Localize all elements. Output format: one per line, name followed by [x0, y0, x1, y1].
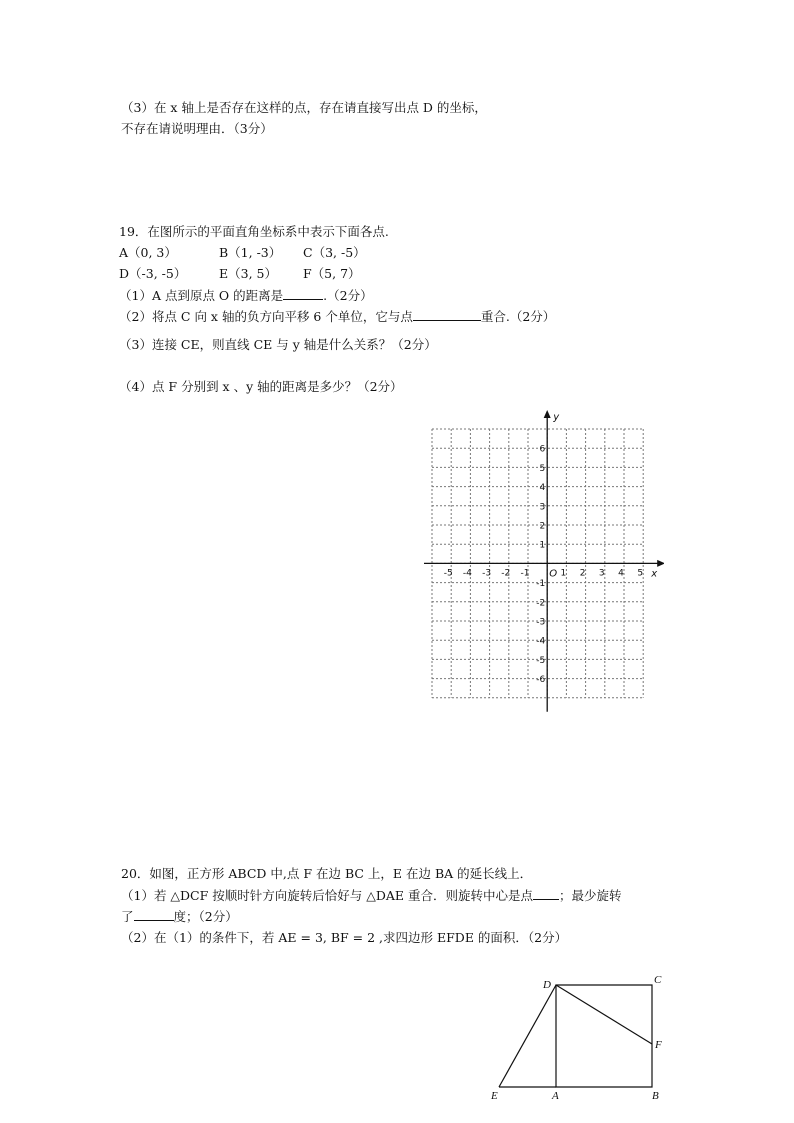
q19-points-row2 [119, 266, 361, 282]
point-f: F（5, 7） [303, 266, 361, 281]
x-tick-label: -4 [462, 568, 472, 579]
point-b: B（1, -3） [219, 245, 282, 260]
y-tick-label: -5 [536, 655, 546, 666]
answer-blank[interactable] [413, 308, 481, 321]
label-f: F [655, 1039, 662, 1051]
label-e: E [491, 1090, 498, 1102]
y-tick-label: -3 [536, 617, 546, 628]
label-d: D [543, 979, 551, 991]
y-tick-label: -1 [536, 579, 546, 590]
x-tick-label: -5 [443, 568, 453, 579]
y-tick-label: -6 [536, 675, 546, 686]
q19-part1-text: （1）A 点到原点 O 的距离是 [119, 288, 284, 303]
q19-part1-score: .（2分） [323, 288, 373, 303]
q19-part2-text: （2）将点 C 向 x 轴的负方向平移 6 个单位，它与点 [119, 309, 413, 324]
answer-blank[interactable] [134, 908, 174, 921]
x-tick-label: 5 [637, 568, 644, 579]
y-tick-label: 2 [539, 521, 546, 532]
y-tick-label: 6 [539, 444, 546, 455]
x-tick-label: 3 [598, 568, 605, 579]
q20-title: 20．如图，正方形 ABCD 中,点 F 在边 BC 上，E 在边 BA 的延长线上． [121, 866, 533, 881]
point-d: D（-3, -5） [119, 266, 187, 281]
point-c: C（3, -5） [303, 245, 366, 260]
q18-part3-line1: （3）在 x 轴上是否存在这样的点，存在请直接写出点 D 的坐标， [121, 100, 487, 115]
q19-part2 [119, 308, 555, 325]
y-axis-label: y [553, 412, 560, 423]
x-tick-label: 1 [560, 568, 567, 579]
y-tick-label: 4 [539, 483, 546, 494]
y-tick-label: 5 [539, 463, 546, 474]
label-b: B [652, 1090, 659, 1102]
answer-blank[interactable] [283, 287, 323, 300]
answer-blank[interactable] [533, 887, 559, 900]
point-a: A（0, 3） [119, 245, 177, 260]
coordinate-grid [420, 408, 664, 714]
q19-part2-score: 重合.（2分） [480, 309, 556, 324]
x-tick-label: -1 [520, 568, 530, 579]
x-axis-label: x [651, 568, 658, 580]
q20-part1-text-c: 了 [121, 909, 134, 924]
square-abcd [556, 985, 652, 1087]
q20-part1-text-b: ；最少旋转 [559, 888, 622, 903]
x-tick-label: -3 [482, 568, 492, 579]
label-a: A [552, 1090, 559, 1102]
x-axis-arrow [657, 560, 664, 567]
q19-points-row1 [119, 245, 366, 261]
q19-part3: （3）连接 CE，则直线 CE 与 y 轴是什么关系？（2分） [119, 337, 437, 352]
x-tick-label: 2 [579, 568, 586, 579]
y-tick-label: 1 [539, 540, 546, 551]
q20-part1-text: （1）若 △DCF 按顺时针方向旋转后恰好与 △DAE 重合．则旋转中心是点 [121, 888, 534, 903]
y-tick-label: -2 [536, 598, 546, 609]
y-axis-arrow [544, 410, 551, 418]
y-tick-label: -4 [536, 636, 546, 647]
x-tick-label: 4 [618, 568, 624, 579]
y-tick-label: 3 [539, 502, 546, 513]
q19-part4: （4）点 F 分别到 x 、y 轴的距离是多少？（2分） [119, 379, 403, 394]
q19-title: 19．在图所示的平面直角坐标系中表示下面各点. [119, 224, 389, 239]
origin-label: O [549, 568, 558, 580]
q20-part1-score: 度；（2分） [173, 909, 238, 924]
point-e: E（3, 5） [219, 266, 277, 281]
square-figure [480, 968, 680, 1103]
q20-part1-line2 [121, 908, 238, 925]
q19-part1 [119, 287, 373, 304]
q20-part2: （2）在（1）的条件下，若 AE = 3, BF = 2 ,求四边形 EFDE 的面积．（2分） [121, 930, 568, 945]
tick-labels [444, 412, 657, 685]
q20-part1-line1 [121, 887, 622, 904]
segment-de [499, 985, 556, 1087]
x-tick-label: -2 [501, 568, 511, 579]
label-c: C [654, 974, 662, 986]
q18-part3-line2: 不存在请说明理由．（3分） [121, 121, 273, 136]
segment-df [556, 985, 652, 1044]
axes [424, 410, 664, 712]
